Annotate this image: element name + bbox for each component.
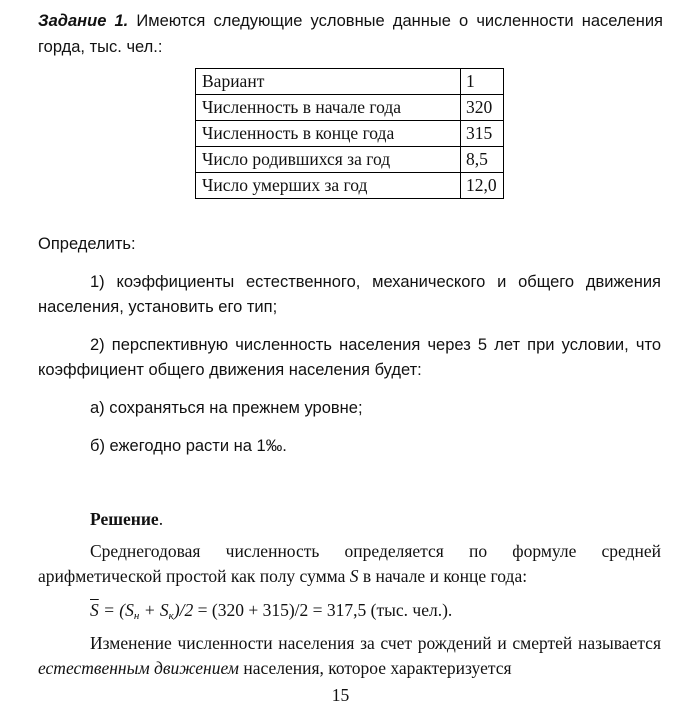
formula-sub-k: к [168, 610, 174, 622]
formula-sub-n: н [133, 610, 140, 622]
solution-heading-dot: . [158, 509, 164, 529]
page-number: 15 [331, 685, 350, 705]
table-row [196, 147, 504, 173]
formula-rest-ital: )/2 [173, 600, 194, 620]
row-value: 8,5 [461, 147, 504, 173]
task-label: Задание 1. [38, 12, 129, 30]
population-data-table [195, 68, 504, 199]
row-value: 320 [461, 95, 504, 121]
determine-heading: Определить: [38, 235, 136, 253]
formula-plus: + S [139, 600, 169, 620]
solution-heading-text: Решение [90, 509, 159, 529]
row-value: 315 [461, 121, 504, 147]
para1-end: в начале и конце года: [358, 566, 528, 586]
table-row [196, 121, 504, 147]
solution-paragraph-1 [38, 539, 661, 589]
formula-rest: = (320 + 315)/2 = 317,5 (тыс. чел.). [193, 600, 453, 620]
para1-text: Среднегодовая численность определяется по формуле средней арифметической простой как полу сумма [38, 541, 661, 586]
row-label: Численность в начале года [196, 95, 461, 121]
row-value: 12,0 [461, 173, 504, 199]
task-text: Имеются следующие условные данные о численности населения горда, тыс. чел.: [38, 12, 663, 56]
task-statement [38, 8, 663, 60]
para2-end: населения, которое характеризуется [238, 658, 512, 678]
solution-paragraph-2 [38, 631, 661, 681]
para1-var: S [349, 566, 359, 586]
formula-s-bar: $\overline{S}$ [90, 600, 99, 620]
determine-item-1: 1) коэффициенты естественного, механического и общего движения населения, установить его тип; [38, 273, 661, 316]
row-label: Вариант [196, 69, 461, 95]
row-label: Численность в конце года [196, 121, 461, 147]
determine-item-b: б) ежегодно расти на 1‰. [90, 437, 287, 455]
formula-eq1: = (S [98, 600, 134, 620]
para2-start: Изменение численности населения за счет рождений и смертей называется [90, 633, 661, 653]
table-row [196, 173, 504, 199]
determine-item-2: 2) перспективную численность населения через 5 лет при условии, что коэффициент общего движения населения будет: [38, 336, 661, 379]
formula-average [90, 598, 452, 623]
row-value: 1 [461, 69, 504, 95]
table-row [196, 95, 504, 121]
table-row [196, 69, 504, 95]
determine-item-a: а) сохраняться на прежнем уровне; [90, 399, 363, 417]
para2-italic: естественным движением [38, 658, 239, 678]
row-label: Число родившихся за год [196, 147, 461, 173]
row-label: Число умерших за год [196, 173, 461, 199]
solution-heading [90, 507, 163, 532]
